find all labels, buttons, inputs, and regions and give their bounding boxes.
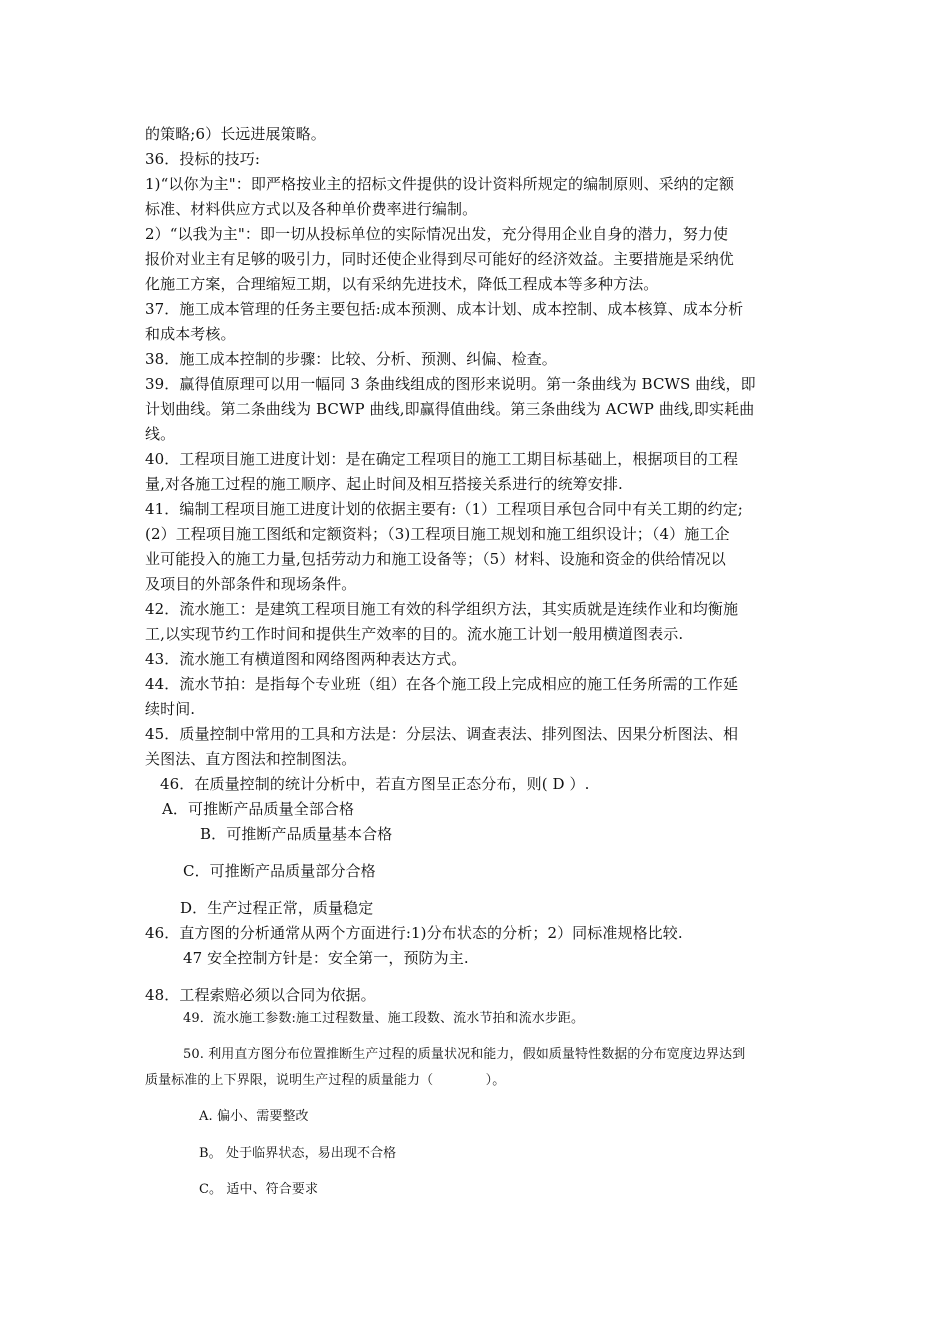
text-line: 线。 xyxy=(145,425,176,443)
text-line: 46．直方图的分析通常从两个方面进行:1)分布状态的分析；2）同标准规格比较. xyxy=(145,924,683,942)
option-b: B。 处于临界状态，易出现不合格 xyxy=(199,1146,397,1161)
text-line: 标准、材料供应方式以及各种单价费率进行编制。 xyxy=(145,200,478,218)
text-line: 的策略;6）长远进展策略。 xyxy=(145,125,326,143)
text-line: 37．施工成本管理的任务主要包括:成本预测、成本计划、成本控制、成本核算、成本分析 xyxy=(145,300,744,318)
text-line: 量,对各施工过程的施工顺序、起止时间及相互搭接关系进行的统筹安排. xyxy=(145,475,623,493)
text-line: 工,以实现节约工作时间和提供生产效率的目的。流水施工计划一般用横道图表示. xyxy=(145,625,684,643)
text-line: 42．流水施工：是建筑工程项目施工有效的科学组织方法，其实质就是连续作业和均衡施 xyxy=(145,600,739,618)
text-line: 47 安全控制方针是：安全第一，预防为主. xyxy=(183,949,469,967)
text-line: 43．流水施工有横道图和网络图两种表达方式。 xyxy=(145,650,467,668)
text-line: 续时间. xyxy=(145,700,196,718)
text-line: 关图法、直方图法和控制图法。 xyxy=(145,750,357,768)
text-line: (2）工程项目施工图纸和定额资料；（3)工程项目施工规划和施工组织设计；（4）施工企 xyxy=(145,525,730,543)
text-line: 和成本考核。 xyxy=(145,325,236,343)
text-line: 38．施工成本控制的步骤：比较、分析、预测、纠偏、检查。 xyxy=(145,350,557,368)
text-line: 报价对业主有足够的吸引力，同时还使企业得到尽可能好的经济效益。主要措施是采纳优 xyxy=(145,250,734,268)
option-a: A. 偏小、需要整改 xyxy=(199,1109,309,1124)
text-line: 44．流水节拍：是指每个专业班（组）在各个施工段上完成相应的施工任务所需的工作延 xyxy=(145,675,739,693)
text-line: 质量标准的上下界限，说明生产过程的质量能力（ ）。 xyxy=(145,1073,506,1088)
text-line: 41．编制工程项目施工进度计划的依据主要有:（1）工程项目承包合同中有关工期的约定; xyxy=(145,500,743,518)
text-line: 45．质量控制中常用的工具和方法是：分层法、调查表法、排列图法、因果分析图法、相 xyxy=(145,725,739,743)
text-line: 业可能投入的施工力量,包括劳动力和施工设备等；（5）材料、设施和资金的供给情况以 xyxy=(145,550,726,568)
option-b: B．可推断产品质量基本合格 xyxy=(200,825,393,843)
text-line: 39．赢得值原理可以用一幅同 3 条曲线组成的图形来说明。第一条曲线为 BCWS 曲线，即 xyxy=(145,375,756,393)
question-50: 50. 利用直方图分布位置推断生产过程的质量状况和能力，假如质量特性数据的分布宽度边界达到 xyxy=(183,1047,746,1062)
option-a: A．可推断产品质量全部合格 xyxy=(162,800,355,818)
section-heading-36: 36．投标的技巧: xyxy=(145,150,261,168)
question-46: 46．在质量控制的统计分析中，若直方图呈正态分布，则( D ）. xyxy=(160,775,590,793)
text-line: 48．工程索赔必须以合同为依据。 xyxy=(145,986,376,1004)
option-d: D．生产过程正常，质量稳定 xyxy=(180,899,374,917)
text-line: 2）“以我为主"：即一切从投标单位的实际情况出发，充分得用企业自身的潜力，努力使 xyxy=(145,225,729,243)
text-line: 49．流水施工参数:施工过程数量、施工段数、流水节拍和流水步距。 xyxy=(183,1011,585,1026)
text-line: 化施工方案，合理缩短工期，以有采纳先进技术，降低工程成本等多种方法。 xyxy=(145,275,659,293)
option-c: C．可推断产品质量部分合格 xyxy=(183,862,376,880)
option-c: C。 适中、符合要求 xyxy=(199,1182,319,1197)
text-line: 计划曲线。第二条曲线为 BCWP 曲线,即赢得值曲线。第三条曲线为 ACWP 曲线,即实耗曲 xyxy=(145,400,755,418)
text-line: 40．工程项目施工进度计划：是在确定工程项目的施工工期目标基础上，根据项目的工程 xyxy=(145,450,739,468)
text-line: 1)“以你为主"：即严格按业主的招标文件提供的设计资料所规定的编制原则、采纳的定额 xyxy=(145,175,735,193)
text-line: 及项目的外部条件和现场条件。 xyxy=(145,575,357,593)
